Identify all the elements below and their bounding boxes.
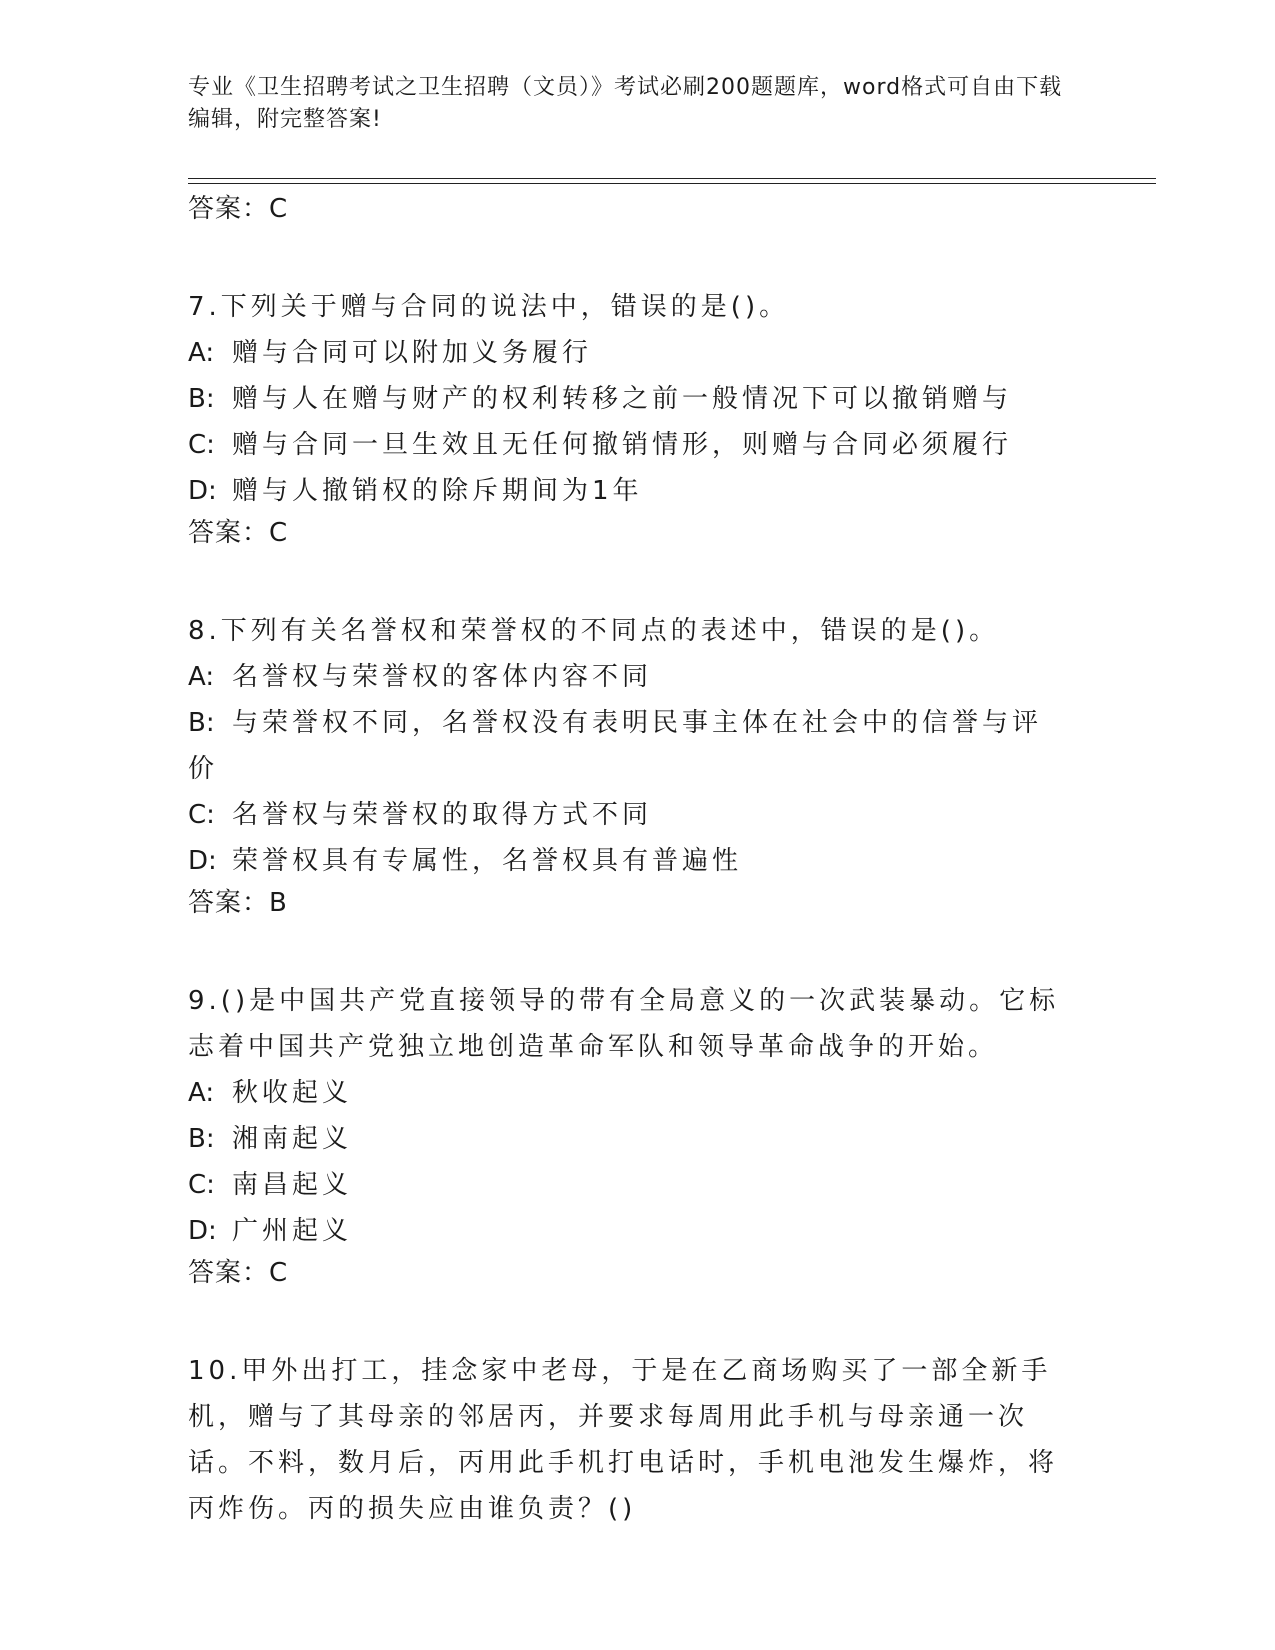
document-header (188, 72, 1068, 136)
option-d (188, 838, 1068, 884)
option-key: C: (188, 1170, 215, 1200)
option-key: C: (188, 430, 215, 460)
option-key: B: (188, 708, 215, 738)
question-8 (188, 608, 1068, 928)
header-rule-bottom (188, 183, 1156, 184)
header-text: 专业《卫生招聘考试之卫生招聘（文员）》考试必刷200题题库，word格式可自由下载编辑，附完整答案! (188, 75, 1063, 132)
option-key: D: (188, 846, 217, 876)
question-stem: 10.甲外出打工，挂念家中老母，于是在乙商场购买了一部全新手机，赠与了其母亲的邻居丙，并要求每周用此手机与母亲通一次话。不料，数月后，丙用此手机打电话时，手机电池发生爆炸，将丙炸伤。丙的损失应由谁负责？() (188, 1356, 1059, 1524)
option-c (188, 792, 1068, 838)
option-text: 赠与合同可以附加义务履行 (232, 338, 593, 368)
option-text: 赠与人撤销权的除斥期间为1年 (232, 476, 643, 506)
question-stem: 9.()是中国共产党直接领导的带有全局意义的一次武装暴动。它标志着中国共产党独立地创造革命军队和领导革命战争的开始。 (188, 986, 1060, 1062)
answer-line: 答案：C (188, 1258, 289, 1288)
option-text: 南昌起义 (232, 1170, 353, 1200)
option-b (188, 1116, 1068, 1162)
question-9 (188, 978, 1068, 1298)
question-list (188, 190, 1068, 1532)
option-d (188, 1208, 1068, 1254)
option-text: 名誉权与荣誉权的客体内容不同 (232, 662, 653, 692)
header-rule-top (188, 178, 1156, 179)
option-a (188, 330, 1068, 376)
option-text: 赠与人在赠与财产的权利转移之前一般情况下可以撤销赠与 (232, 384, 1013, 414)
option-text: 赠与合同一旦生效且无任何撤销情形，则赠与合同必须履行 (232, 430, 1013, 460)
option-c (188, 422, 1068, 468)
option-a (188, 654, 1068, 700)
answer-line: 答案：C (188, 194, 289, 224)
option-text: 湘南起义 (232, 1124, 353, 1154)
answer-line: 答案：B (188, 888, 288, 918)
option-text: 广州起义 (232, 1216, 353, 1246)
option-text: 名誉权与荣誉权的取得方式不同 (232, 800, 653, 830)
option-b (188, 700, 1068, 792)
option-text: 与荣誉权不同，名誉权没有表明民事主体在社会中的信誉与评价 (188, 708, 1043, 784)
option-key: B: (188, 384, 215, 414)
option-key: D: (188, 476, 217, 506)
option-key: A: (188, 662, 215, 692)
option-a (188, 1070, 1068, 1116)
option-key: A: (188, 1078, 215, 1108)
question-stem: 8.下列有关名誉权和荣誉权的不同点的表述中，错误的是()。 (188, 616, 1000, 646)
question-7 (188, 284, 1068, 558)
option-key: A: (188, 338, 215, 368)
question-10 (188, 1348, 1068, 1532)
option-text: 荣誉权具有专属性，名誉权具有普遍性 (232, 846, 743, 876)
answer-line: 答案：C (188, 518, 289, 548)
option-b (188, 376, 1068, 422)
option-c (188, 1162, 1068, 1208)
option-d (188, 468, 1068, 514)
option-key: D: (188, 1216, 217, 1246)
option-key: B: (188, 1124, 215, 1154)
option-key: C: (188, 800, 215, 830)
question-stem: 7.下列关于赠与合同的说法中，错误的是()。 (188, 292, 790, 322)
option-text: 秋收起义 (232, 1078, 353, 1108)
